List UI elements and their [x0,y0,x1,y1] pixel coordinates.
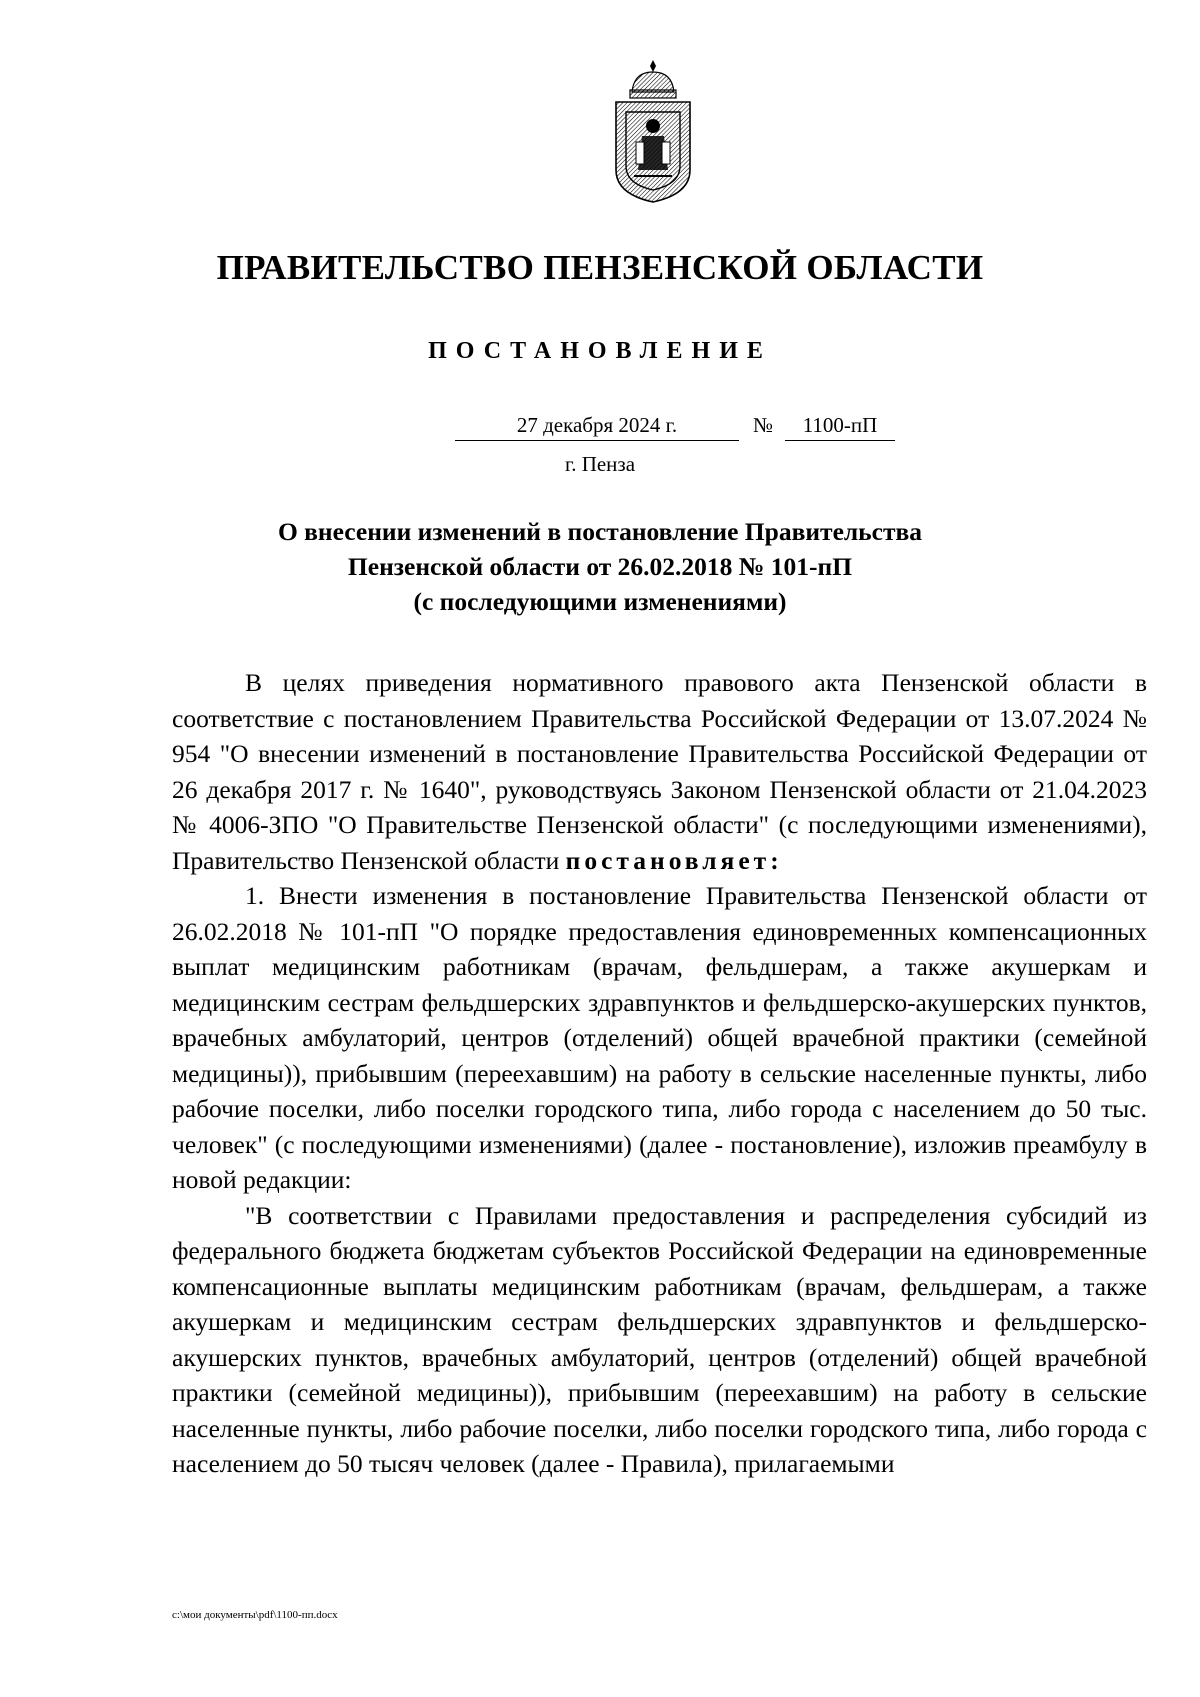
city: г. Пенза [564,452,636,476]
document-body [172,665,1147,1482]
document-date: 27 декабря 2024 г. [455,410,739,441]
document-title [0,514,1200,619]
document-type: ПОСТАНОВЛЕНИЕ [428,338,772,364]
title-line: О внесении изменений в постановление Правительства [277,517,923,546]
coat-of-arms-icon [612,58,694,204]
resolves-word: постановляет: [565,845,783,875]
number-sign: № [753,413,774,437]
paragraph-item-1: 1. Внести изменения в постановление Правительства Пензенской области от 26.02.2018 № 101-пП "О порядке предоставления единовременных компенсационных выплат медицинским работникам (врачам, фельдшерам, а также акушеркам и медицинским сестрам фельдшерских здравпунктов и фельдшерско-акушерских пунктов, врачебных амбулаторий, центров (отделений) общей врачебной практики (семейной медицины)), прибывшим (переехавшим) на работу в сельские населенные пункты, либо рабочие поселки, либо поселки городского типа, либо города с населением до 50 тыс. человек" (с последующими изменениями) (далее - постановление), изложив преамбулу в новой редакции: [172,881,1147,1194]
title-line: (с последующими изменениями) [413,587,787,616]
government-name: ПРАВИТЕЛЬСТВО ПЕНЗЕНСКОЙ ОБЛАСТИ [216,248,984,287]
file-path-footer: c:\мои документы\pdf\1100-пп.docx [172,1609,338,1621]
date-number-line [455,410,905,444]
document-number: 1100-пП [785,410,895,441]
title-line: Пензенской области от 26.02.2018 № 101-пП [347,552,853,581]
paragraph-preamble [172,665,1147,878]
paragraph-quote: "В соответствии с Правилами предоставления и распределения субсидий из федерального бюджета бюджетам субъектов Российской Федерации на единовременные компенсационные выплаты медицинским работникам (врачам, фельдшерам, а также акушеркам и медицинским сестрам фельдшерских здравпунктов и фельдшерско-акушерских пунктов, врачебных амбулаторий, центров (отделений) общей врачебной практики (семейной медицины)), прибывшим (переехавшим) на работу в сельские населенные пункты, либо рабочие поселки, либо поселки городского типа, либо города с населением до 50 тысяч человек (далее - Правила), прилагаемыми [172,1200,1147,1478]
preamble-text: В целях приведения нормативного правового акта Пензенской области в соответствие с постановлением Правительства Российской Федерации от 13.07.2024 № 954 "О внесении изменений в постановление Правительства Российской Федерации от 26 декабря 2017 г. № 1640", руководствуясь Законом Пензенской области от 21.04.2023 № 4006-ЗПО "О Правительстве Пензенской области" (с последующими изменениями), Правительство Пензенской области [172,668,1147,875]
